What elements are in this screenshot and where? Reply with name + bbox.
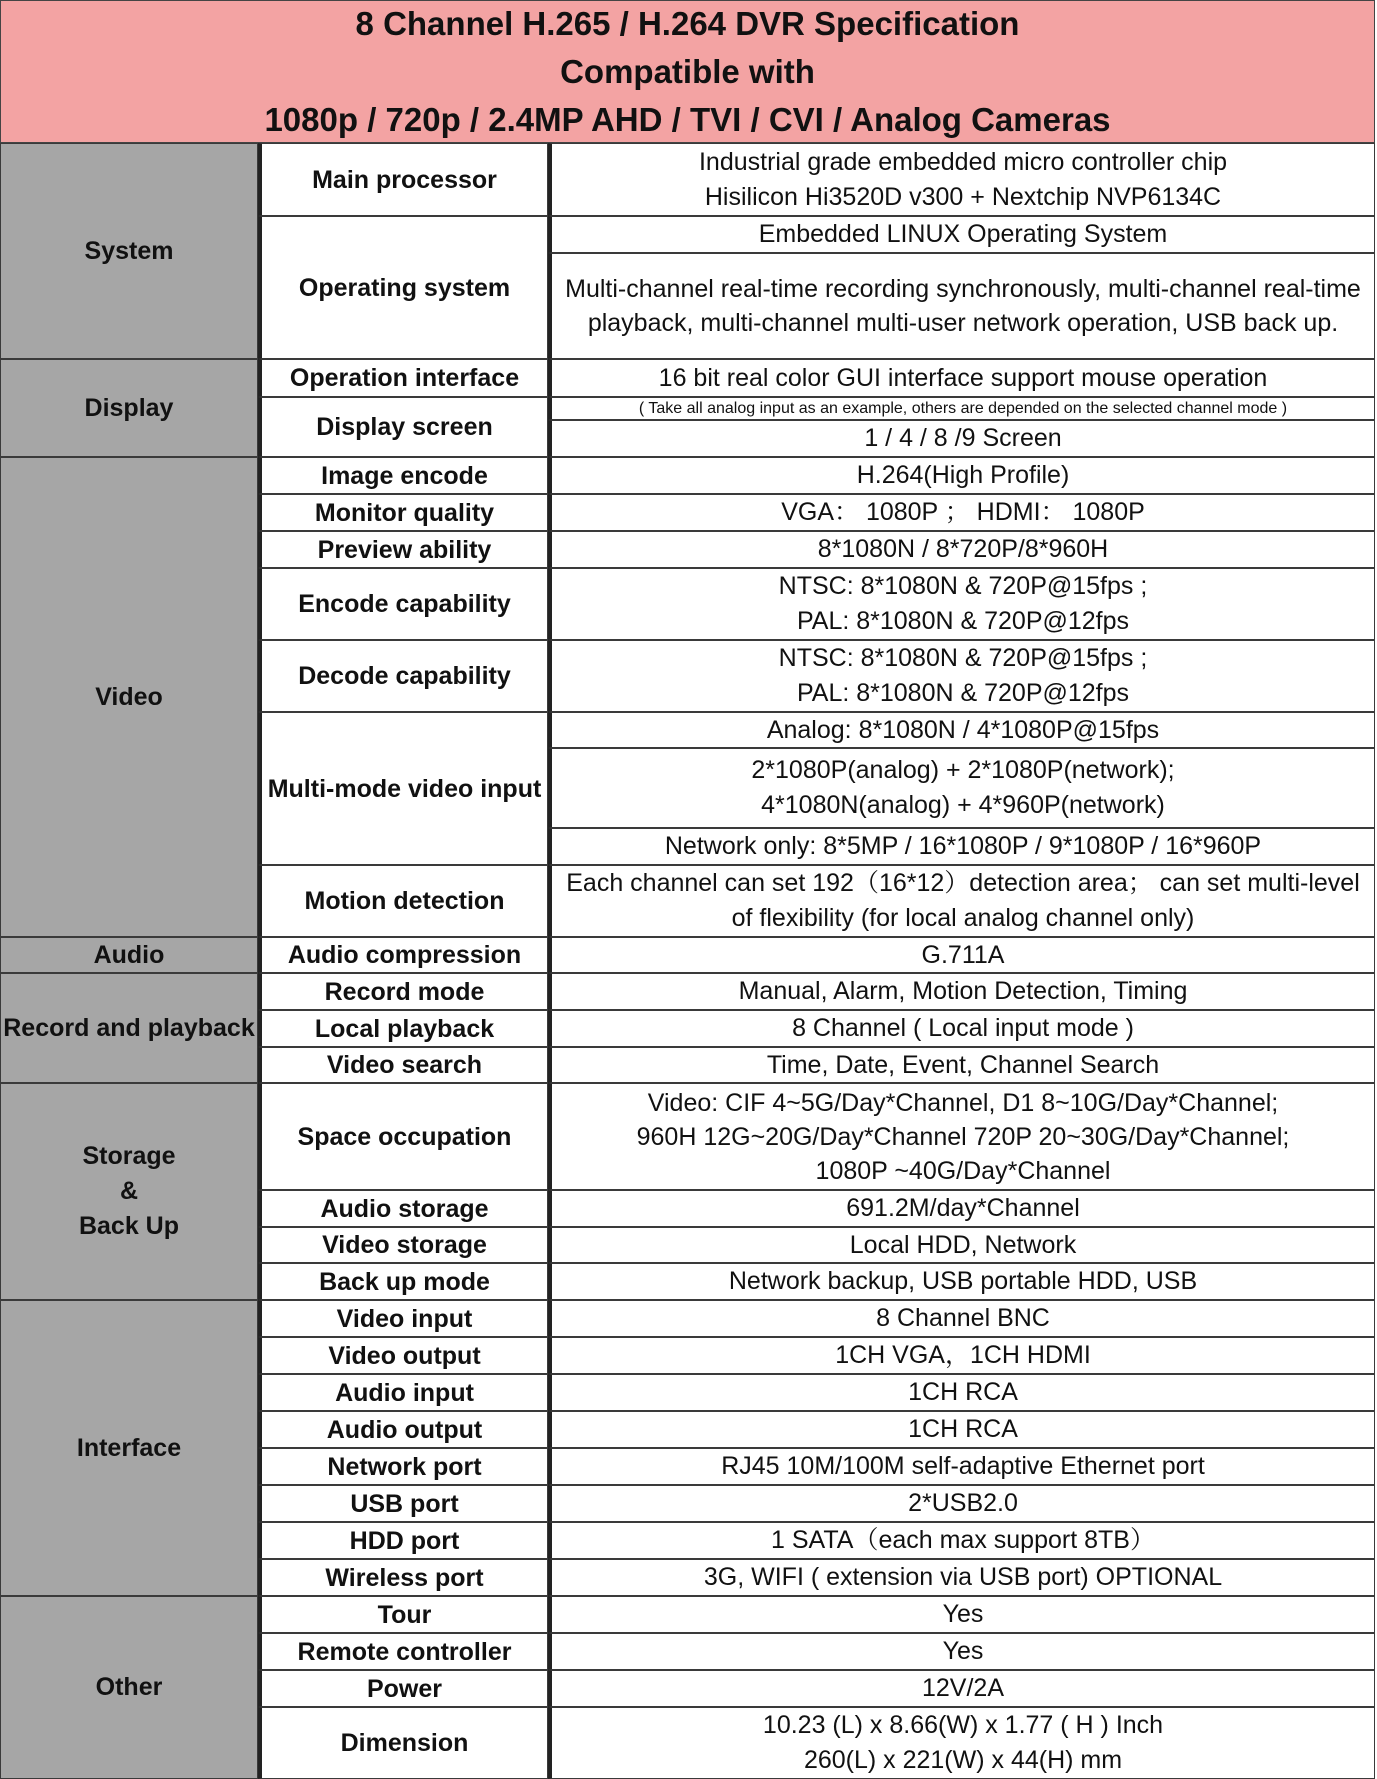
category-record-and-playback	[0, 973, 258, 1083]
feature-dimension	[258, 1707, 548, 1779]
feature-encode-capability	[258, 568, 548, 640]
value-cell-text: 10.23 (L) x 8.66(W) x 1.77 ( H ) Inch	[762, 1711, 1164, 1739]
category-record-and-playback-text: Record and playback	[3, 1013, 255, 1042]
value-cell-text: 1CH VGA，1CH HDMI	[835, 1341, 1091, 1369]
value-cell	[548, 494, 1375, 531]
feature-hdd-port	[258, 1522, 548, 1559]
value-cell-text: 1CH RCA	[908, 1415, 1018, 1443]
feature-main-processor-text: Main processor	[312, 165, 497, 194]
feature-hdd-port-text: HDD port	[349, 1526, 460, 1555]
value-cell	[548, 640, 1375, 712]
feature-motion-detection-text: Motion detection	[304, 887, 505, 915]
feature-operation-interface-text: Operation interface	[289, 364, 520, 392]
value-cell	[548, 937, 1375, 973]
category-video-text: Video	[95, 682, 163, 711]
feature-audio-output-text: Audio output	[326, 1415, 483, 1444]
value-cell	[548, 865, 1375, 937]
value-cell	[548, 1227, 1375, 1263]
feature-network-port	[258, 1448, 548, 1485]
feature-local-playback-text: Local playback	[314, 1014, 495, 1043]
value-cell-text: G.711A	[921, 940, 1005, 969]
feature-remote-controller	[258, 1633, 548, 1670]
value-cell-text: 1 / 4 / 8 /9 Screen	[864, 424, 1062, 452]
feature-image-encode	[258, 457, 548, 494]
title-line-1: 8 Channel H.265 / H.264 DVR Specification	[355, 4, 1020, 42]
value-cell	[548, 1411, 1375, 1448]
value-cell	[548, 1522, 1375, 1559]
value-cell-text: ( Take all analog input as an example, others are depended on the selected channel mode )	[638, 399, 1288, 417]
feature-audio-output	[258, 1411, 548, 1448]
feature-power-text: Power	[366, 1674, 443, 1703]
value-cell	[548, 143, 1375, 216]
value-cell	[548, 1300, 1375, 1337]
value-cell-text: Video: CIF 4~5G/Day*Channel, D1 8~10G/Day*Channel;	[647, 1088, 1279, 1117]
feature-decode-capability-text: Decode capability	[298, 662, 511, 690]
category-display-text: Display	[84, 393, 174, 422]
value-cell	[548, 1448, 1375, 1485]
feature-preview-ability	[258, 531, 548, 568]
feature-audio-storage-text: Audio storage	[320, 1194, 489, 1223]
value-cell	[548, 1559, 1375, 1596]
feature-tour	[258, 1596, 548, 1633]
feature-video-input-text: Video input	[336, 1304, 473, 1333]
feature-tour-text: Tour	[377, 1600, 432, 1629]
category-storage-back-up	[0, 1083, 258, 1300]
value-cell-text: Analog: 8*1080N / 4*1080P@15fps	[766, 715, 1160, 744]
category-system	[0, 143, 258, 359]
value-cell-text: RJ45 10M/100M self-adaptive Ethernet port	[721, 1452, 1205, 1480]
feature-usb-port	[258, 1485, 548, 1522]
value-cell-text: 2*1080P(analog) + 2*1080P(network);	[751, 756, 1175, 784]
value-cell-text: 8 Channel BNC	[876, 1304, 1050, 1332]
value-cell-text: 8 Channel ( Local input mode )	[792, 1014, 1134, 1042]
category-audio-text: Audio	[93, 940, 165, 969]
feature-monitor-quality-text: Monitor quality	[314, 498, 495, 527]
value-cell-text: PAL: 8*1080N & 720P@12fps	[796, 679, 1130, 707]
value-cell-text: 8*1080N / 8*720P/8*960H	[817, 535, 1109, 563]
value-cell	[548, 397, 1375, 420]
feature-video-storage	[258, 1227, 548, 1263]
feature-video-search-text: Video search	[326, 1051, 483, 1079]
value-cell-text: Each channel can set 192（16*12）detection area； can set multi-level of flexibility (for local analog channel only)	[566, 869, 1360, 932]
category-interface-text: Interface	[76, 1433, 182, 1462]
value-cell-text: Hisilicon Hi3520D v300 + Nextchip NVP6134C	[704, 182, 1222, 211]
feature-decode-capability	[258, 640, 548, 712]
value-cell-text: Local HDD, Network	[849, 1230, 1077, 1259]
category-audio	[0, 937, 258, 973]
value-cell-text: Manual, Alarm, Motion Detection, Timing	[738, 977, 1188, 1005]
feature-space-occupation-text: Space occupation	[297, 1122, 512, 1151]
value-cell	[548, 1190, 1375, 1227]
feature-main-processor	[258, 143, 548, 216]
feature-video-search	[258, 1047, 548, 1083]
value-cell	[548, 712, 1375, 748]
value-cell	[548, 1010, 1375, 1047]
feature-dimension-text: Dimension	[340, 1729, 469, 1757]
feature-audio-storage	[258, 1190, 548, 1227]
feature-wireless-port-text: Wireless port	[325, 1563, 484, 1592]
value-cell-text: Time, Date, Event, Channel Search	[766, 1050, 1160, 1079]
value-cell	[548, 1596, 1375, 1633]
feature-image-encode-text: Image encode	[321, 461, 488, 490]
feature-operating-system	[258, 216, 548, 359]
value-cell-text: Yes	[942, 1600, 984, 1628]
feature-usb-port-text: USB port	[350, 1489, 459, 1518]
value-cell-text: 691.2M/day*Channel	[846, 1194, 1080, 1222]
value-cell	[548, 1083, 1375, 1190]
value-cell	[548, 1485, 1375, 1522]
value-cell	[548, 973, 1375, 1010]
feature-space-occupation	[258, 1083, 548, 1190]
value-cell	[548, 1374, 1375, 1411]
feature-network-port-text: Network port	[327, 1452, 482, 1481]
feature-record-mode	[258, 973, 548, 1010]
feature-display-screen-text: Display screen	[316, 413, 493, 441]
value-cell	[548, 253, 1375, 359]
feature-display-screen	[258, 397, 548, 457]
feature-audio-compression	[258, 937, 548, 973]
feature-operating-system-text: Operating system	[298, 273, 511, 302]
spec-table	[0, 143, 1375, 1779]
value-cell-text: H.264(High Profile)	[856, 461, 1070, 489]
feature-multi-mode-video-input	[258, 712, 548, 865]
category-other-text: Other	[95, 1673, 163, 1701]
category-display	[0, 359, 258, 457]
feature-wireless-port	[258, 1559, 548, 1596]
value-cell-text: VGA： 1080P ； HDMI： 1080P	[781, 498, 1145, 526]
value-cell-text: NTSC: 8*1080N & 720P@15fps ;	[778, 644, 1148, 672]
value-cell-text: 16 bit real color GUI interface support mouse operation	[658, 363, 1268, 392]
value-cell-text: 3G, WIFI ( extension via USB port) OPTIONAL	[703, 1563, 1223, 1591]
category-storage-back-up-text: &	[119, 1177, 139, 1205]
value-cell	[548, 531, 1375, 568]
value-cell-text: Network backup, USB portable HDD, USB	[728, 1267, 1198, 1295]
value-cell-text: 12V/2A	[921, 1674, 1004, 1702]
value-cell	[548, 457, 1375, 494]
value-cell	[548, 216, 1375, 253]
value-cell-text: 1CH RCA	[908, 1378, 1018, 1406]
feature-video-storage-text: Video storage	[322, 1231, 487, 1259]
category-video	[0, 457, 258, 937]
value-cell-text: 4*1080N(analog) + 4*960P(network)	[761, 791, 1165, 819]
value-cell-text: 1 SATA（each max support 8TB）	[771, 1526, 1155, 1554]
feature-multi-mode-video-input-text: Multi-mode video input	[267, 774, 542, 803]
value-cell	[548, 359, 1375, 397]
feature-record-mode-text: Record mode	[324, 977, 485, 1006]
value-cell-text: Multi-channel real-time recording synchronously, multi-channel real-time playback, multi-channel multi-user network operation, USB back up.	[565, 275, 1361, 337]
value-cell-text: PAL: 8*1080N & 720P@12fps	[796, 607, 1130, 635]
value-cell	[548, 568, 1375, 640]
value-cell-text: Industrial grade embedded micro controller chip	[698, 147, 1228, 176]
value-cell-text: 260(L) x 221(W) x 44(H) mm	[803, 1746, 1123, 1774]
feature-audio-input	[258, 1374, 548, 1411]
feature-monitor-quality	[258, 494, 548, 531]
feature-power	[258, 1670, 548, 1707]
feature-video-output	[258, 1337, 548, 1374]
value-cell-text: 960H 12G~20G/Day*Channel 720P 20~30G/Day*Channel;	[636, 1122, 1290, 1151]
category-other	[0, 1596, 258, 1779]
feature-audio-input-text: Audio input	[335, 1378, 474, 1407]
feature-encode-capability-text: Encode capability	[298, 590, 511, 618]
feature-back-up-mode-text: Back up mode	[319, 1267, 490, 1296]
category-storage-back-up-text: Back Up	[78, 1212, 180, 1240]
value-cell-text: Yes	[942, 1637, 984, 1665]
feature-video-input	[258, 1300, 548, 1337]
value-cell	[548, 1047, 1375, 1083]
value-cell-text: NTSC: 8*1080N & 720P@15fps ;	[778, 572, 1148, 600]
category-system-text: System	[84, 236, 174, 265]
category-storage-back-up-text: Storage	[82, 1142, 176, 1170]
value-cell-text: Embedded LINUX Operating System	[758, 220, 1168, 248]
value-cell	[548, 1633, 1375, 1670]
value-cell-text: Network only: 8*5MP / 16*1080P / 9*1080P / 16*960P	[664, 832, 1262, 860]
feature-back-up-mode	[258, 1263, 548, 1300]
value-cell	[548, 1263, 1375, 1300]
value-cell	[548, 828, 1375, 865]
feature-motion-detection	[258, 865, 548, 937]
title-line-2: Compatible with	[560, 52, 815, 90]
value-cell-text: 2*USB2.0	[908, 1489, 1018, 1517]
feature-local-playback	[258, 1010, 548, 1047]
value-cell	[548, 420, 1375, 457]
title-line-3: 1080p / 720p / 2.4MP AHD / TVI / CVI / Analog Cameras	[264, 100, 1111, 138]
value-cell	[548, 1337, 1375, 1374]
feature-audio-compression-text: Audio compression	[287, 941, 522, 969]
spec-title	[0, 0, 1375, 143]
value-cell	[548, 748, 1375, 828]
value-cell	[548, 1670, 1375, 1707]
value-cell-text: 1080P ~40G/Day*Channel	[815, 1156, 1111, 1185]
value-cell	[548, 1707, 1375, 1779]
feature-remote-controller-text: Remote controller	[297, 1637, 512, 1666]
feature-operation-interface	[258, 359, 548, 397]
category-interface	[0, 1300, 258, 1596]
feature-video-output-text: Video output	[328, 1341, 481, 1370]
feature-preview-ability-text: Preview ability	[317, 535, 492, 564]
